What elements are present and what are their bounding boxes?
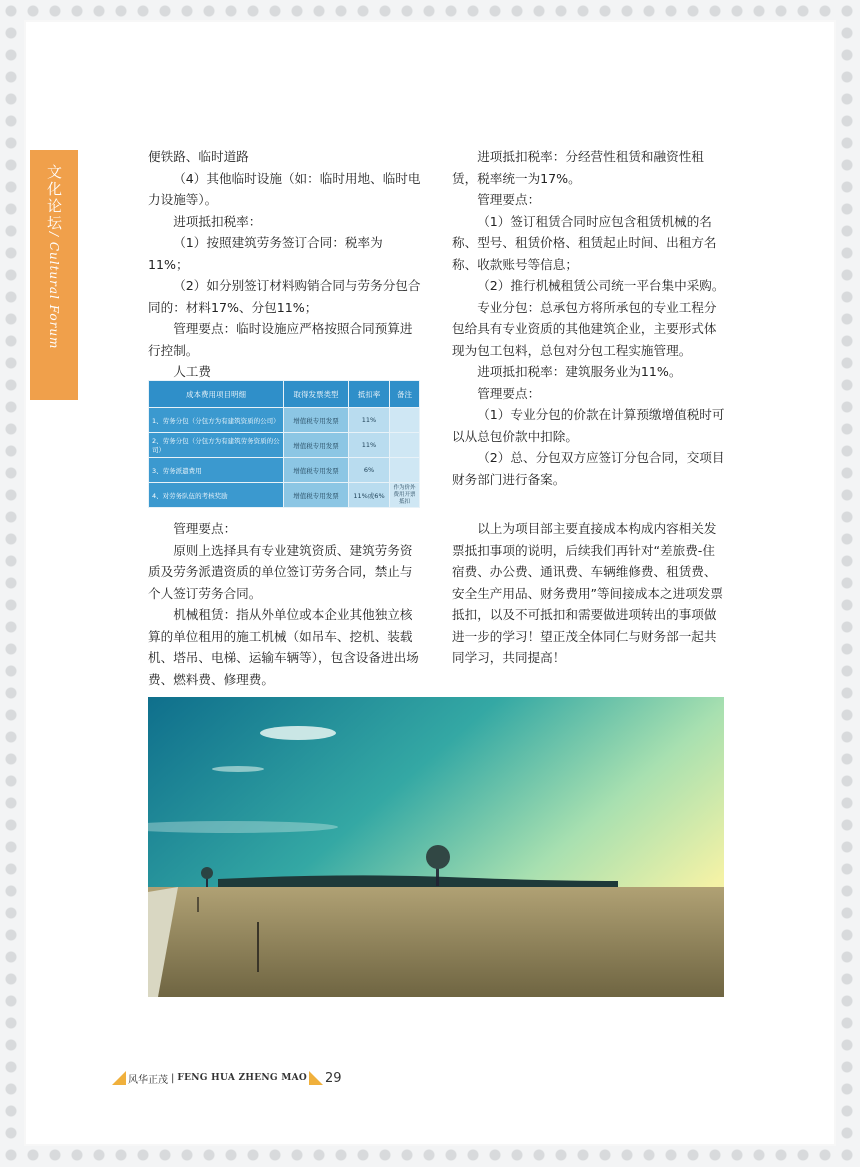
paragraph: （2）总、分包双方应签订分包合同，交项目财务部门进行备案。	[452, 450, 725, 487]
table-cell: 4、对劳务队伍的考核奖励	[149, 483, 284, 508]
table-cell	[390, 458, 420, 483]
table-cell: 增值税专用发票	[284, 408, 349, 433]
paragraph: 原则上选择具有专业建筑资质、建筑劳务资质及劳务派遣资质的单位签订劳务合同，禁止与个人签订劳务合同。	[148, 542, 413, 601]
table-header: 备注	[390, 381, 420, 408]
table-cell: 增值税专用发票	[284, 433, 349, 458]
page-footer	[112, 1068, 342, 1088]
landscape-photo	[148, 697, 724, 997]
triangle-icon	[112, 1071, 126, 1085]
table-header-row	[149, 381, 420, 408]
paragraph: 机械租赁：指从外单位或本企业其他独立核算的单位租用的施工机械（如吊车、挖机、装载机、塔吊、电梯、运输车辆等），包含设备进出场费、燃料费、修理费。	[148, 607, 419, 687]
table-cell: 11%	[349, 408, 390, 433]
paragraph: （4）其他临时设施（如：临时用地、临时电力设施等）。	[148, 170, 421, 207]
paragraph: 管理要点：	[477, 192, 541, 207]
section-tab-en: / Cultural Forum	[47, 232, 61, 350]
table-cell	[390, 408, 420, 433]
paragraph: 进项抵扣税率：	[173, 213, 262, 229]
paragraph: 管理要点：临时设施应严格按照合同预算进行控制。	[148, 321, 413, 358]
table-row	[149, 408, 420, 433]
table-cell: 2、劳务分包（分包方为有建筑劳务资质的公司）	[149, 433, 284, 458]
table-cell	[390, 433, 420, 458]
section-tab	[30, 150, 78, 400]
table-cell: 11%或6%	[349, 483, 390, 508]
table-cell: 增值税专用发票	[284, 483, 349, 508]
paragraph: 进项抵扣税率：建筑服务业为11%。	[477, 364, 682, 379]
paragraph: 以上为项目部主要直接成本构成内容相关发票抵扣事项的说明，后续我们再针对“差旅费-住宿费、办公费、通讯费、车辆维修费、租赁费、安全生产用品、财务费用”等间接成本之进项发票抵扣，以及不可抵扣和需要做进项转出的事项做进一步的学习！望正茂全体同仁与财务部一起共同学习，共同提高！	[452, 521, 723, 665]
page-number: 29	[325, 1070, 342, 1086]
paragraph: 便铁路、临时道路	[148, 149, 249, 164]
table-row	[149, 458, 420, 483]
triangle-icon	[309, 1071, 323, 1085]
table-row	[149, 483, 420, 508]
footer-separator: |	[171, 1072, 175, 1084]
footer-magazine-en: FENG HUA ZHENG MAO	[177, 1073, 308, 1083]
table-cell: 3、劳务派遣费用	[149, 458, 284, 483]
cost-table	[148, 380, 420, 508]
right-column-upper	[452, 146, 726, 490]
paragraph: （1）按照建筑劳务签订合同：税率为11%；	[148, 235, 383, 272]
section-tab-label	[44, 164, 65, 349]
paragraph: 管理要点：	[173, 521, 237, 536]
table-cell: 增值税专用发票	[284, 458, 349, 483]
table-header: 成本费用项目明细	[149, 381, 284, 408]
table-cell: 11%	[349, 433, 390, 458]
table-header: 抵扣率	[349, 381, 390, 408]
table-row	[149, 433, 420, 458]
right-column-lower	[452, 518, 726, 669]
section-tab-cn: 文化论坛	[45, 164, 63, 232]
paragraph: （1）专业分包的价款在计算预缴增值税时可以从总包价款中扣除。	[452, 407, 725, 444]
table-cell: 6%	[349, 458, 390, 483]
paragraph: 进项抵扣税率：分经营性租赁和融资性租赁，税率统一为17%。	[452, 149, 704, 186]
table-cell: 1、劳务分包（分包方为有建筑资质的公司）	[149, 408, 284, 433]
paragraph: 管理要点：	[477, 385, 541, 401]
paragraph: 专业分包：总承包方将所承包的专业工程分包给具有专业资质的其他建筑企业，主要形式体现为包工包料，总包对分包工程实施管理。	[452, 299, 717, 358]
paragraph: （2）推行机械租赁公司统一平台集中采购。	[477, 278, 725, 293]
paragraph: 人工费	[173, 364, 211, 379]
footer-magazine-cn: 风华正茂	[128, 1074, 168, 1086]
left-column-upper	[148, 146, 422, 383]
table-header: 取得发票类型	[284, 381, 349, 408]
paragraph: （2）如分别签订材料购销合同与劳务分包合同的：材料17%、分包11%；	[148, 278, 421, 315]
table-cell: 作为价外费用开票抵扣	[390, 483, 420, 508]
paragraph: （1）签订租赁合同时应包含租赁机械的名称、型号、租赁价格、租赁起止时间、出租方名称、收款账号等信息；	[452, 213, 717, 272]
left-column-lower	[148, 518, 422, 690]
